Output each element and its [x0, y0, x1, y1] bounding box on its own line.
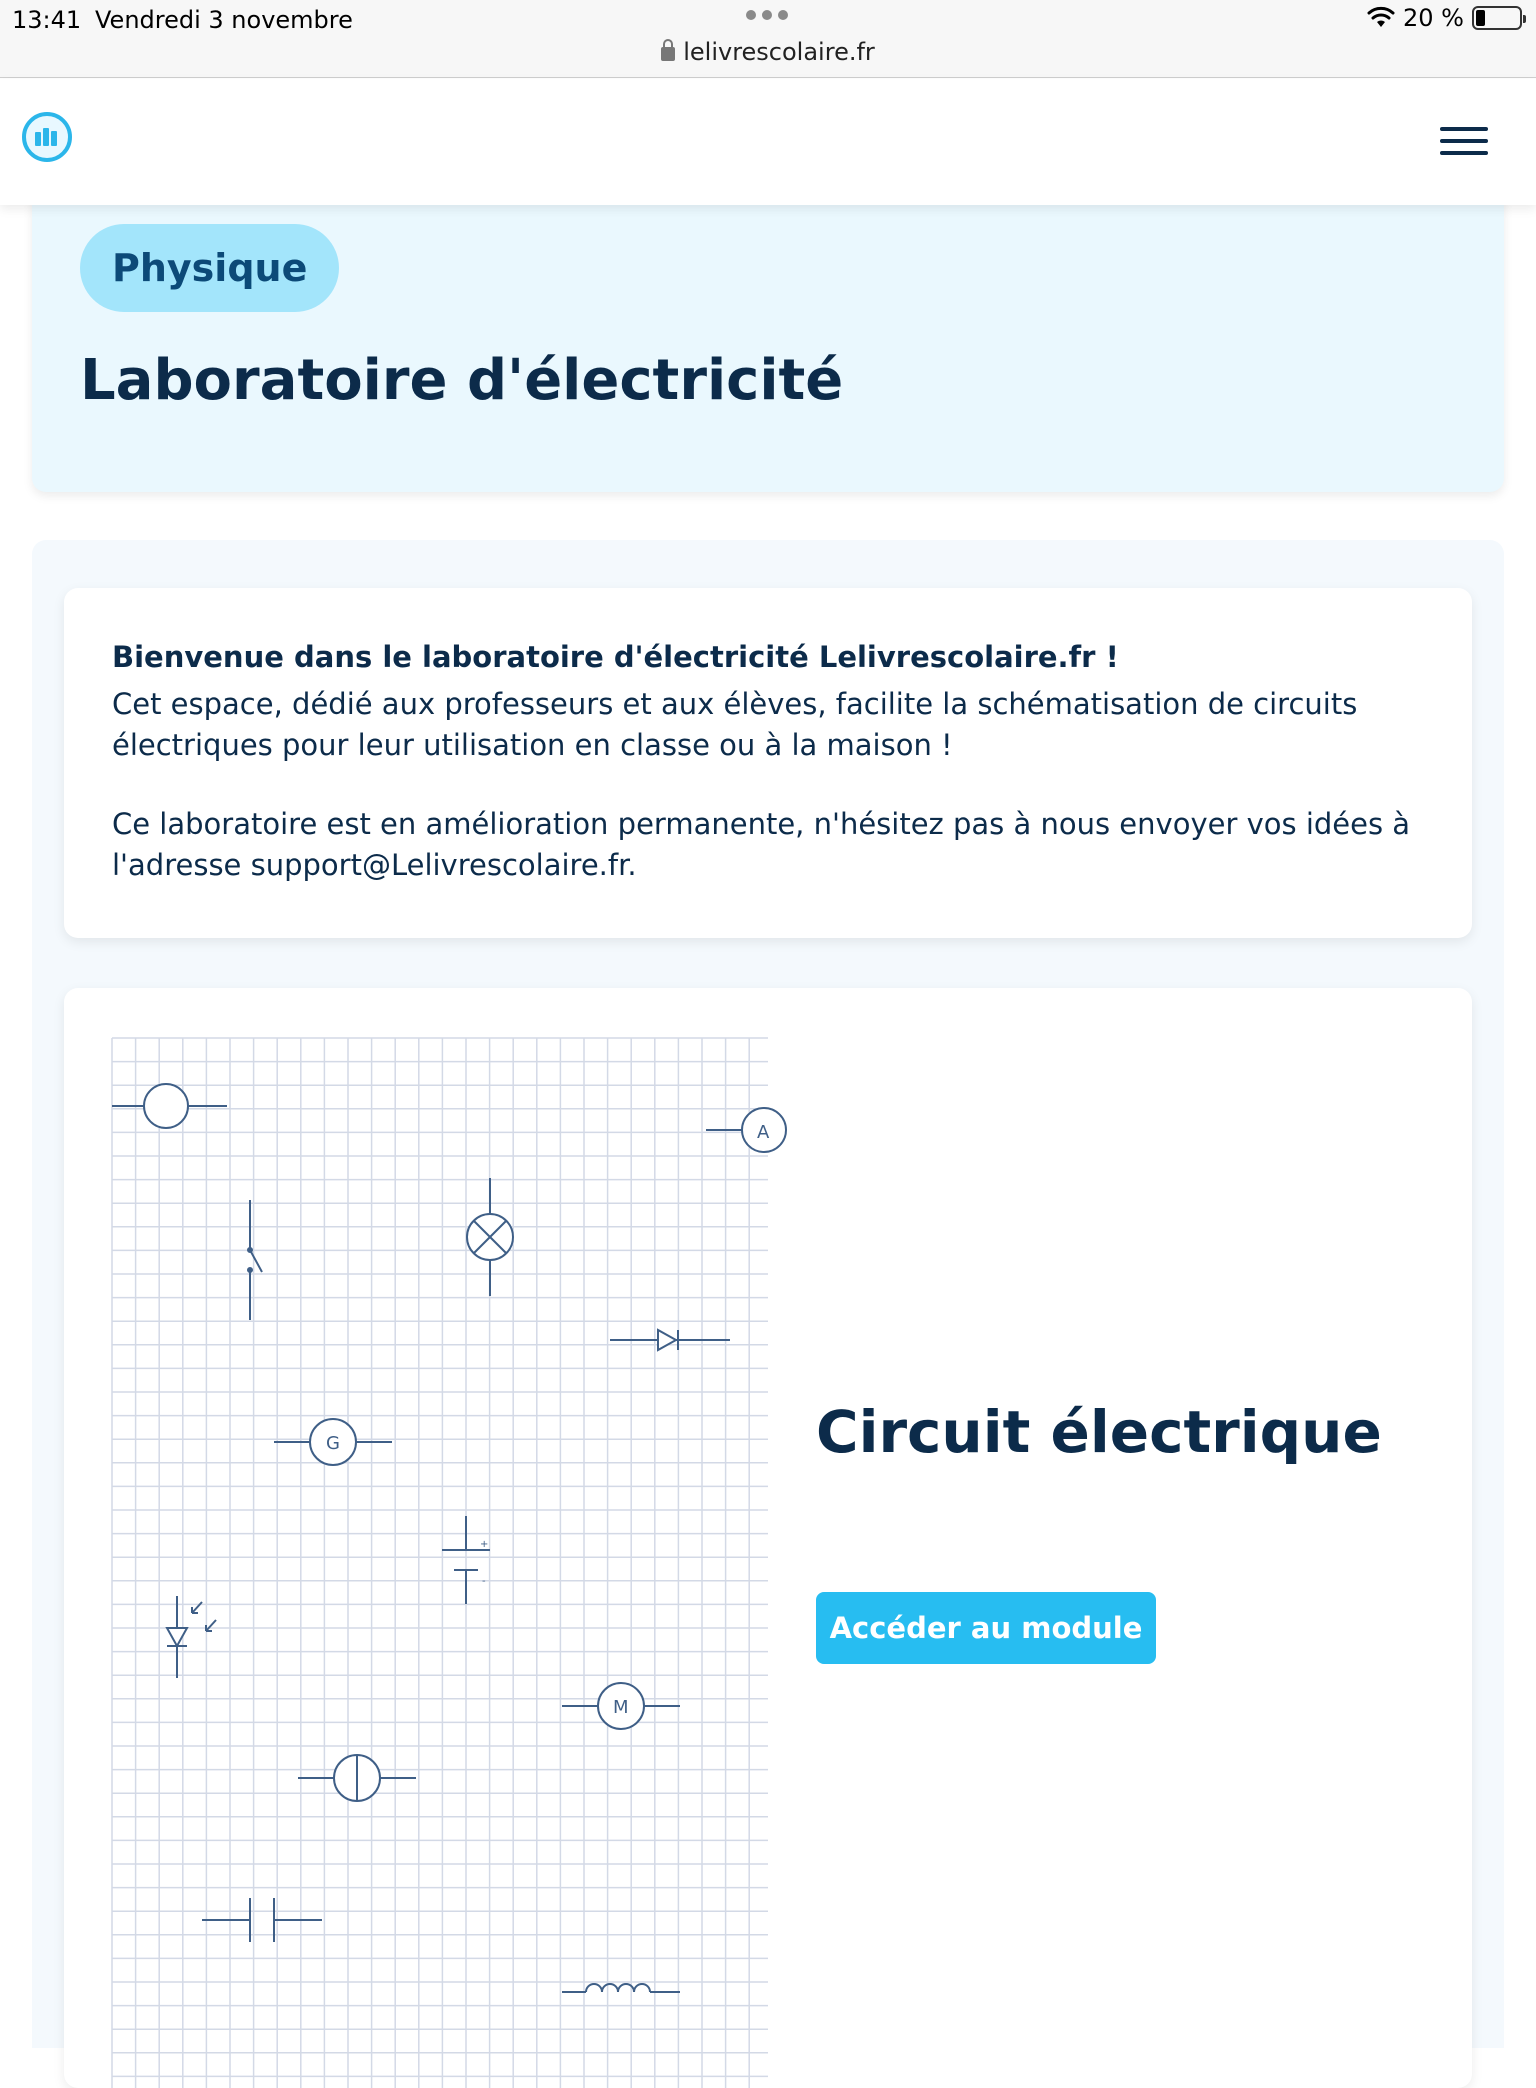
lock-icon [661, 47, 675, 61]
switch-symbol-icon [248, 1200, 262, 1320]
status-date: Vendredi 3 novembre [95, 6, 353, 34]
resistor-symbol-icon [112, 1084, 227, 1128]
access-module-button[interactable]: Accéder au module [816, 1592, 1156, 1664]
status-indicators [1367, 4, 1522, 32]
url-text: lelivrescolaire.fr [683, 38, 875, 66]
ammeter-label: A [757, 1122, 770, 1143]
generator-label: G [326, 1433, 340, 1454]
svg-text:-: - [482, 1576, 486, 1587]
photodiode-symbol-icon [167, 1596, 216, 1678]
inductor-symbol-icon [562, 1984, 680, 1992]
diode-symbol-icon [610, 1330, 730, 1350]
welcome-card [64, 588, 1472, 938]
content-wrapper [32, 540, 1504, 2048]
site-header [0, 79, 1536, 205]
page-title: Laboratoire d'électricité [80, 348, 844, 413]
lelivrescolaire-logo-icon[interactable] [22, 112, 72, 162]
generator-symbol-icon [274, 1419, 392, 1465]
welcome-text: Cet espace, dédié aux professeurs et aux élèves, facilite la schématisation de circuits électriques pour leur utilisation en classe ou à la maison ! [112, 687, 1358, 762]
welcome-text-support: Ce laboratoire est en amélioration permanente, n'hésitez pas à nous envoyer vos idées à l'adresse support@Lelivrescolaire.fr. [112, 807, 1411, 882]
hero-banner [32, 170, 1504, 492]
status-time: 13:41 [12, 6, 82, 34]
ammeter-symbol-icon [706, 1108, 786, 1152]
category-badge[interactable]: Physique [80, 224, 339, 312]
module-card-circuit [64, 988, 1472, 2088]
module-title: Circuit électrique [816, 1398, 1382, 1466]
battery-icon [1472, 6, 1522, 30]
svg-text:+: + [480, 1539, 489, 1550]
welcome-heading: Bienvenue dans le laboratoire d'électricité Lelivrescolaire.fr ! [112, 640, 1119, 674]
battery-percent: 20 % [1403, 4, 1464, 32]
multitasking-dots-icon[interactable] [746, 10, 788, 20]
meter-symbol-icon [298, 1755, 416, 1801]
ios-status-bar [0, 0, 1536, 78]
address-bar[interactable] [0, 38, 1536, 66]
motor-label: M [613, 1697, 629, 1718]
hamburger-menu-icon[interactable] [1440, 127, 1488, 155]
lamp-symbol-icon [467, 1178, 513, 1296]
circuit-illustration [112, 1038, 768, 2088]
wifi-icon [1367, 7, 1395, 29]
